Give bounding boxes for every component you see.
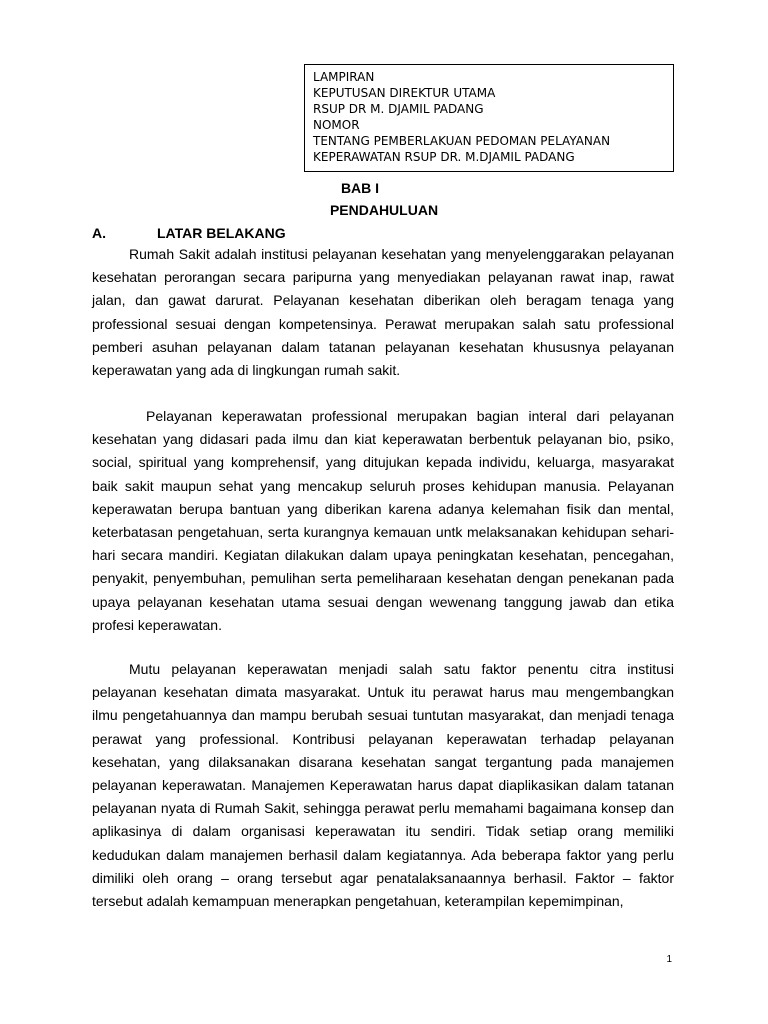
header-line: RSUP DR M. DJAMIL PADANG <box>313 102 484 116</box>
body-paragraph: Mutu pelayanan keperawatan menjadi salah satu faktor penentu citra institusi pelayanan kesehatan dimata masyarakat. Untuk itu perawat harus mau mengembangkan ilmu pengetahuannya dan mampu berubah sesuai tuntutan masyarakat, dan menjadi tenaga perawat yang professional. Kontribusi pelayanan keperawatan terhadap pelayanan kesehatan, yang dilaksanakan disarana kesehatan sangat tergantung pada manajemen pelayanan keperawatan. Manajemen Keperawatan harus dapat diaplikasikan dalam tatanan pelayanan nyata di Rumah Sakit, sehingga perawat perlu memahami bagaimana konsep dan aplikasinya di dalam organisasi keperawatan itu sendiri. Tidak setiap orang memiliki kedudukan dalam manajemen berhasil dalam kegiatannya. Ada beberapa faktor yang perlu dimiliki oleh orang – orang tersebut agar penatalaksanaannya berhasil. Faktor – faktor tersebut adalah kemampuan menerapkan pengetahuan, keterampilan kepemimpinan, <box>92 661 674 910</box>
chapter-title: PENDAHULUAN <box>329 202 439 218</box>
header-line: KEPERAWATAN RSUP DR. M.DJAMIL PADANG <box>313 150 575 164</box>
body-paragraph: Pelayanan keperawatan professional merupakan bagian interal dari pelayanan kesehatan yang didasari pada ilmu dan kiat keperawatan berbentuk pelayanan bio, psiko, social, spiritual yang komprehensif, yang ditujukan kepada individu, keluarga, masyarakat baik sakit maupun sehat yang mencakup seluruh proses kehidupan manusia. Pelayanan keperawatan berupa bantuan yang diberikan karena adanya kelemahan fisik dan mental, keterbatasan pengetahuan, serta kurangnya kemauan untk melaksanakan kehidupan sehari-hari secara mandiri. Kegiatan dilakukan dalam upaya peningkatan kesehatan, pencegahan, penyakit, penyembuhan, pemulihan serta pemeliharaan kesehatan dengan penekanan pada upaya pelayanan kesehatan utama sesuai dengan wewenang tanggung jawab dan etika profesi keperawatan. <box>92 408 674 633</box>
section-number: A. <box>92 225 106 241</box>
header-line: NOMOR <box>313 118 360 132</box>
section-title: LATAR BELAKANG <box>157 225 286 241</box>
body-paragraph: Rumah Sakit adalah institusi pelayanan kesehatan yang menyelenggarakan pelayanan kesehatan perorangan secara paripurna yang menyediakan pelayanan rawat inap, rawat jalan, dan gawat darurat. Pelayanan kesehatan diberikan oleh beragam tenaga yang professional sesuai dengan kompetensinya. Perawat merupakan salah satu professional pemberi asuhan pelayanan dalam tatanan pelayanan kesehatan khususnya pelayanan keperawatan yang ada di lingkungan rumah sakit. <box>92 246 674 379</box>
header-line: LAMPIRAN <box>313 70 375 84</box>
page-number: 1 <box>666 954 672 965</box>
section-heading <box>92 225 286 241</box>
attachment-header-box <box>304 64 674 172</box>
header-line: TENTANG PEMBERLAKUAN PEDOMAN PELAYANAN <box>313 134 611 148</box>
chapter-label: BAB I <box>340 180 380 196</box>
header-line: KEPUTUSAN DIREKTUR UTAMA <box>313 86 496 100</box>
